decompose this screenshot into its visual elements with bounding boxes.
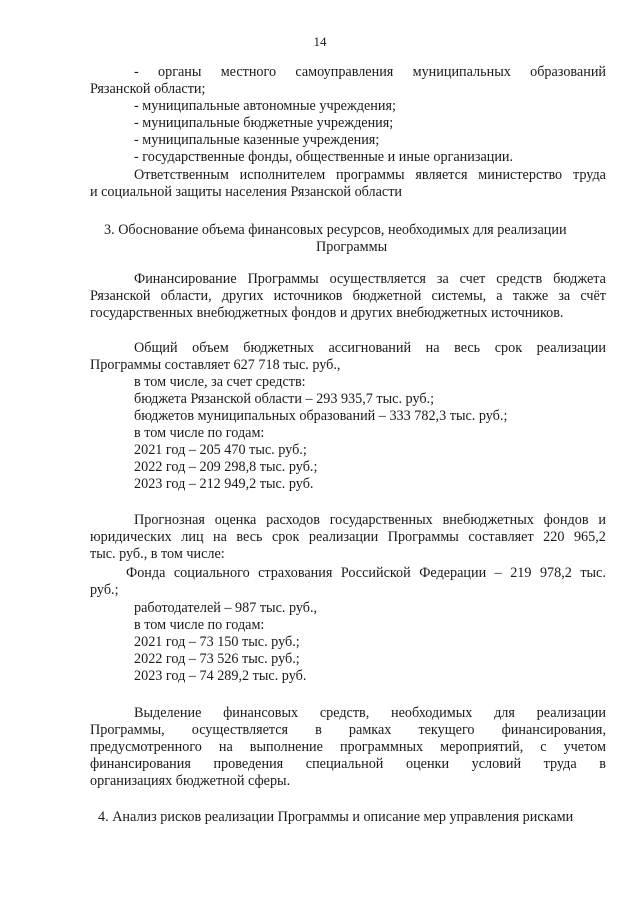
word: финансирования (90, 756, 191, 772)
list-item-local-government (134, 64, 606, 81)
word: а (496, 288, 503, 304)
word: реализации (308, 529, 379, 545)
word: области, (160, 288, 212, 304)
word: осуществляется (191, 722, 289, 738)
list-item: - государственные фонды, общественные и иные организации. (134, 149, 514, 165)
word: Федерации (419, 565, 487, 581)
word: программных (339, 739, 424, 755)
word: фондов (543, 512, 589, 528)
word: на (213, 529, 227, 545)
employers: работодателей – 987 тыс. руб., (134, 600, 318, 616)
word: выполнение (249, 739, 323, 755)
word: других (221, 288, 264, 304)
word: реализации (536, 705, 606, 721)
financing-paragraph-line1 (134, 271, 606, 288)
word: оценки (405, 756, 450, 772)
word: срок (271, 529, 300, 545)
word: условий (471, 756, 522, 772)
word: средств (496, 271, 543, 287)
list-item: - муниципальные бюджетные учреждения; (134, 115, 394, 131)
word: весь (236, 529, 263, 545)
word: расходов (266, 512, 320, 528)
municipal-budgets: бюджетов муниципальных образований – 333 782,3 тыс. руб.; (134, 408, 508, 424)
year-amount: 2023 год – 74 289,2 тыс. руб. (134, 668, 307, 684)
responsible-executor-line1 (134, 167, 606, 184)
forecast-line1 (134, 512, 606, 529)
word: 220 (543, 529, 565, 545)
word: Финансирование (134, 271, 237, 287)
word: реализации (536, 340, 606, 356)
incl-sources: в том числе, за счет средств: (134, 374, 306, 390)
financing-paragraph-line2 (90, 288, 606, 305)
word: местного (220, 64, 277, 80)
allocation-line3 (90, 739, 606, 756)
word: проведения (213, 756, 284, 772)
word: счёт (580, 288, 606, 304)
word: тыс. (580, 565, 606, 581)
word: является (415, 167, 468, 183)
section-3-heading: 3. Обоснование объема финансовых ресурсов, необходимых для реализации (104, 222, 567, 238)
list-item: - муниципальные автономные учреждения; (134, 98, 396, 114)
word: счет (459, 271, 486, 287)
word: учетом (563, 739, 606, 755)
word: лиц (181, 529, 204, 545)
total-volume-line1 (134, 340, 606, 357)
year-amount: 2022 год – 209 298,8 тыс. руб.; (134, 459, 318, 475)
word: юридических (90, 529, 172, 545)
word: ассигнований (328, 340, 412, 356)
allocation-line1 (134, 705, 606, 722)
word: Прогнозная (134, 512, 205, 528)
page-number: 14 (313, 34, 327, 49)
word: Рязанской (90, 288, 151, 304)
word: на (425, 340, 440, 356)
word: источников (273, 288, 343, 304)
year-amount: 2021 год – 205 470 тыс. руб.; (134, 442, 307, 458)
word: муниципальных (412, 64, 511, 80)
word: Программы (387, 529, 459, 545)
word: бюджетной (352, 288, 422, 304)
word: страхования (258, 565, 333, 581)
word: социального (173, 565, 250, 581)
list-item-local-government-cont: Рязанской области; (90, 81, 206, 97)
word: за (436, 271, 449, 287)
section-4-heading: 4. Анализ рисков реализации Программы и описание мер управления рисками (98, 809, 574, 825)
word: предусмотренного (90, 739, 202, 755)
forecast-line3: тыс. руб., в том числе: (90, 546, 225, 562)
word: образований (530, 64, 606, 80)
word: бюджетных (243, 340, 314, 356)
word: Ответственным (134, 167, 229, 183)
word: государственных (329, 512, 433, 528)
word: также (512, 288, 549, 304)
word: финансирования, (501, 722, 606, 738)
word: текущего (418, 722, 475, 738)
word: срок (494, 340, 523, 356)
word: мероприятий, (440, 739, 524, 755)
word: труда (543, 756, 577, 772)
fss-line1 (126, 565, 606, 582)
word: для (494, 705, 515, 721)
word: органы (158, 64, 202, 80)
word: и (598, 512, 606, 528)
word: на (218, 739, 233, 755)
total-volume-line2: Программы составляет 627 718 тыс. руб., (90, 357, 341, 373)
word: системы, (431, 288, 487, 304)
word: самоуправления (295, 64, 394, 80)
incl-years: в том числе по годам: (134, 425, 265, 441)
word: программы (336, 167, 405, 183)
incl-years-2: в том числе по годам: (134, 617, 265, 633)
word: труда (572, 167, 606, 183)
year-amount: 2022 год – 73 526 тыс. руб.; (134, 651, 300, 667)
word: Российской (340, 565, 411, 581)
word: внебюджетных (442, 512, 534, 528)
allocation-line5: организациях бюджетной сферы. (90, 773, 291, 789)
word: осуществляется (329, 271, 426, 287)
word: Фонда (126, 565, 166, 581)
fss-line2: руб.; (90, 582, 119, 598)
year-amount: 2021 год – 73 150 тыс. руб.; (134, 634, 300, 650)
word: весь (454, 340, 481, 356)
allocation-line4 (90, 756, 606, 773)
word: специальной (305, 756, 384, 772)
financing-paragraph-line3: государственных внебюджетных фондов и других внебюджетных источников. (90, 305, 564, 321)
word: объем (192, 340, 229, 356)
word: с (540, 739, 547, 755)
word: в (315, 722, 322, 738)
word: – (494, 565, 502, 581)
word: составляет (468, 529, 534, 545)
word: необходимых (391, 705, 473, 721)
word: - (134, 64, 139, 80)
word: финансовых (223, 705, 299, 721)
word: рамках (348, 722, 392, 738)
section-3-heading-cont: Программы (316, 239, 388, 255)
word: средств, (319, 705, 370, 721)
word: Общий (134, 340, 178, 356)
word: исполнителем (239, 167, 326, 183)
regional-budget: бюджета Рязанской области – 293 935,7 тыс. руб.; (134, 391, 435, 407)
year-amount: 2023 год – 212 949,2 тыс. руб. (134, 476, 314, 492)
allocation-line2 (90, 722, 606, 739)
word: в (599, 756, 606, 772)
word: Программы (247, 271, 319, 287)
word: оценка (214, 512, 257, 528)
forecast-line2 (90, 529, 606, 546)
word: бюджета (553, 271, 606, 287)
word: 219 (510, 565, 532, 581)
word: Программы, (90, 722, 165, 738)
word: 978,2 (539, 565, 572, 581)
word: 965,2 (573, 529, 606, 545)
responsible-executor-line2: и социальной защиты населения Рязанской области (90, 184, 402, 200)
word: за (558, 288, 571, 304)
list-item: - муниципальные казенные учреждения; (134, 132, 380, 148)
word: министерство (478, 167, 563, 183)
word: Выделение (134, 705, 202, 721)
